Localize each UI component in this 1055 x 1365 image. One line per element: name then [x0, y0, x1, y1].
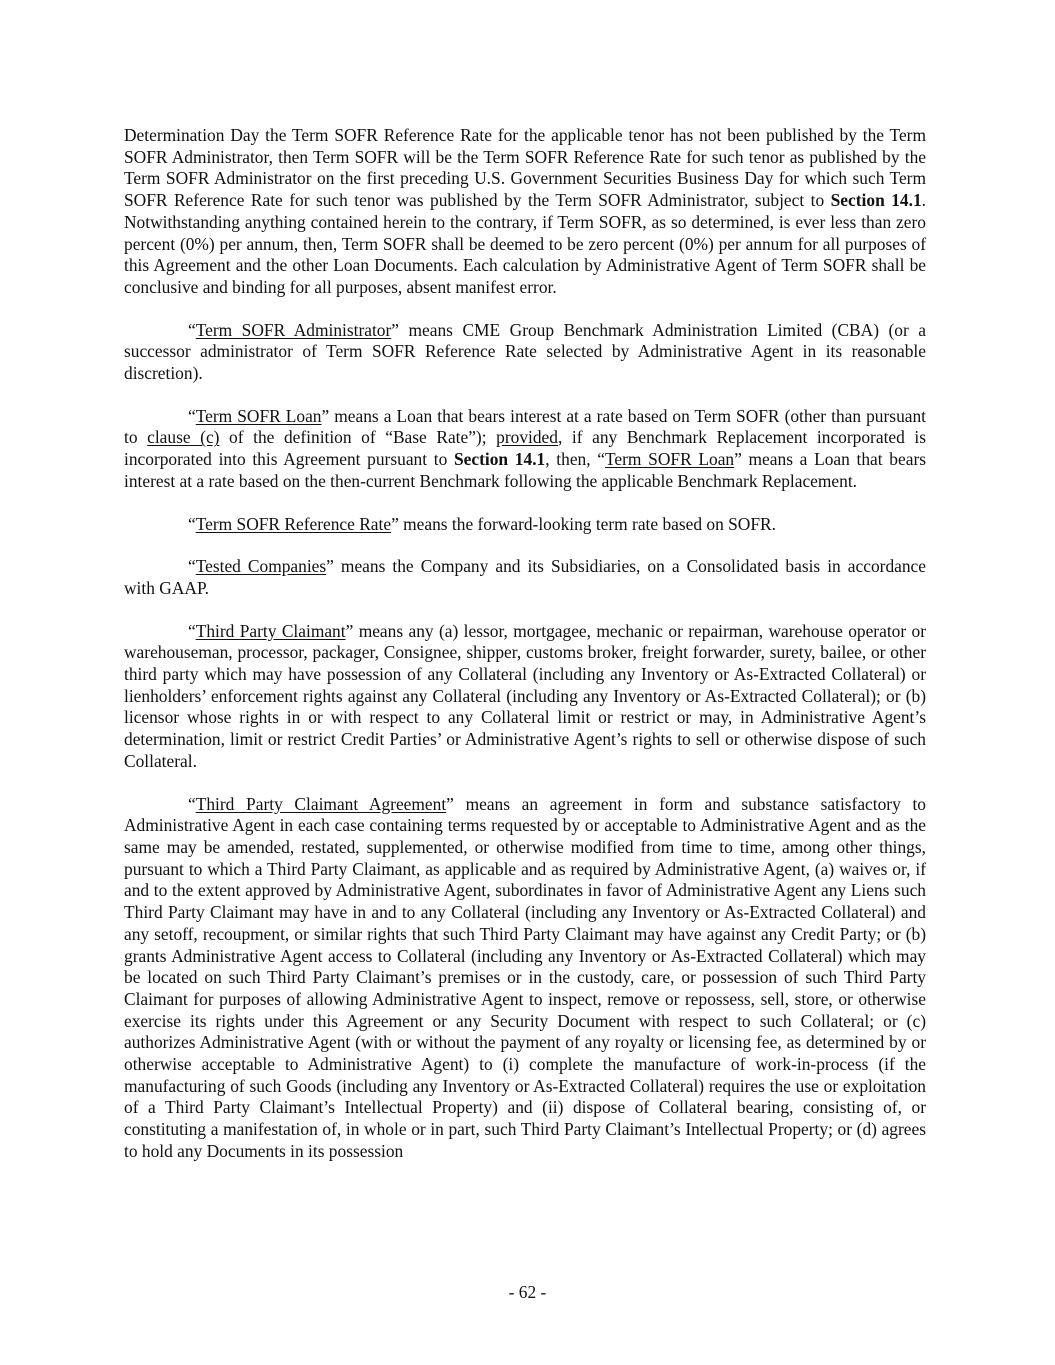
definition-term-sofr-loan: “Term SOFR Loan” means a Loan that bears interest at a rate based on Term SOFR (other than pursuant to clause (c) of the definition of “Base Rate”); provided, if any Benchmark Replacement incorporated is incorporated into this Agreement pursuant to Section 14.1, then, “Term SOFR Loan” means a Loan that bears interest at a rate based on the then-current Benchmark following the applicable Benchmark Replacement. — [124, 405, 927, 491]
defined-term: Third Party Claimant — [195, 620, 346, 641]
definition-term-sofr-reference-rate: “Term SOFR Reference Rate” means the forward-looking term rate based on SOFR. — [188, 513, 776, 534]
definition-text: ” means CME Group Benchmark Administration Limited (CBA) (or a successor administrator of Term SOFR Reference Rate selected by Administrative Agent in its reasonable discretion). — [124, 319, 926, 384]
provided-term: provided — [496, 427, 558, 448]
definition-text: ” means the forward-looking term rate based on SOFR. — [391, 513, 776, 534]
clause-reference: clause (c) — [147, 427, 220, 448]
defined-term: Term SOFR Reference Rate — [195, 513, 392, 534]
definition-text: ” means the Company and its Subsidiaries, on a Consolidated basis in accordance with GAAP. — [124, 556, 926, 598]
document-page — [124, 125, 926, 1184]
defined-term: Term SOFR Loan — [605, 449, 735, 470]
definition-third-party-claimant: “Third Party Claimant” means any (a) lessor, mortgagee, mechanic or repairman, warehouse operator or warehouseman, processor, packager, Consignee, shipper, customs broker, freight forwarder, surety, bailee, or other third party which may have possession of any Collateral (including any Inventory or As-Extracted Collateral) or lienholders’ enforcement rights against any Collateral (including any Inventory or As-Extracted Collateral); or (b) licensor whose rights in or with respect to any Collateral limit or restrict or may, in Administrative Agent’s determination, limit or restrict Credit Parties’ or Administrative Agent’s rights to sell or otherwise dispose of such Collateral. — [124, 620, 927, 771]
paragraph-term-sofr-continuation — [124, 125, 926, 299]
definition-text: ” means any (a) lessor, mortgagee, mechanic or repairman, warehouse operator or warehouseman, processor, packager, Consignee, shipper, customs broker, freight forwarder, surety, bailee, or other third party which may have possession of any Collateral (including any Inventory or As-Extracted Collateral) or lienholders’ enforcement rights against any Collateral (including any Inventory or As-Extracted Collateral); or (b) licensor whose rights in or with respect to any Collateral limit or restrict or may, in Administrative Agent’s determination, limit or restrict Credit Parties’ or Administrative Agent’s rights to sell or otherwise dispose of such Collateral. — [124, 620, 927, 771]
definition-tested-companies: “Tested Companies” means the Company and its Subsidiaries, on a Consolidated basis in accordance with GAAP. — [124, 556, 926, 598]
text-run: Determination Day the Term SOFR Reference Rate for the applicable tenor has not been published by the Term SOFR Administrator, then Term SOFR will be the Term SOFR Reference Rate for such tenor as published by the Term SOFR Administrator on the first preceding U.S. Government Securities Business Day for which such Term SOFR Reference Rate for such tenor was published by the Term SOFR Administrator, subject to — [124, 125, 926, 211]
definition-third-party-claimant-agreement: “Third Party Claimant Agreement” means an agreement in form and substance satisfactory to Administrative Agent in each case containing terms requested by or acceptable to Administrative Agent and as the same may be amended, restated, supplemented, or otherwise modified from time to time, among other things, pursuant to which a Third Party Claimant, as applicable and as required by Administrative Agent, (a) waives or, if and to the extent approved by Administrative Agent, subordinates in favor of Administrative Agent any Liens such Third Party Claimant may have in and to any Collateral (including any Inventory or As-Extracted Collateral) and any setoff, recoupment, or similar rights that such Third Party Claimant may have against any Credit Party; or (b) grants Administrative Agent access to Collateral (including any Inventory or As-Extracted Collateral) which may be located on such Third Party Claimant’s premises or in the custody, care, or possession of such Third Party Claimant for purposes of allowing Administrative Agent to inspect, remove or repossess, sell, store, or otherwise exercise its rights under this Agreement or any Security Document with respect to such Collateral; or (c) authorizes Administrative Agent (with or without the payment of any royalty or licensing fee, as determined by or otherwise acceptable to Administrative Agent) to (i) complete the manufacture of work-in-process (if the manufacturing of such Goods (including any Inventory or As-Extracted Collateral) requires the use or exploitation of a Third Party Claimant’s Intellectual Property) and (ii) dispose of Collateral bearing, consisting of, or constituting a manifestation of, in whole or in part, such Third Party Claimant’s Intellectual Property; or (d) agrees to hold any Documents in its possession — [124, 793, 926, 1161]
text-run: . Notwithstanding anything contained herein to the contrary, if Term SOFR, as so determined, is ever less than zero percent (0%) per annum, then, Term SOFR shall be deemed to be zero percent (0%) per annum for all purposes of this Agreement and the other Loan Documents. Each calculation by Administrative Agent of Term SOFR shall be conclusive and binding for all purposes, absent manifest error. — [124, 190, 926, 297]
page-number: - 62 - — [508, 1282, 547, 1302]
defined-term: Third Party Claimant Agreement — [195, 793, 447, 814]
defined-term: Term SOFR Administrator — [195, 319, 392, 340]
section-reference: Section 14.1 — [830, 190, 922, 211]
section-reference: Section 14.1 — [454, 449, 546, 470]
definition-term-sofr-administrator: “Term SOFR Administrator” means CME Group Benchmark Administration Limited (CBA) (or a successor administrator of Term SOFR Reference Rate selected by Administrative Agent in its reasonable discretion). — [124, 319, 926, 384]
definition-text: ” means an agreement in form and substance satisfactory to Administrative Agent in each case containing terms requested by or acceptable to Administrative Agent and as the same may be amended, restated, supplemented, or otherwise modified from time to time, among other things, pursuant to which a Third Party Claimant, as applicable and as required by Administrative Agent, (a) waives or, if and to the extent approved by Administrative Agent, subordinates in favor of Administrative Agent any Liens such Third Party Claimant may have in and to any Collateral (including any Inventory or As-Extracted Collateral) and any setoff, recoupment, or similar rights that such Third Party Claimant may have against any Credit Party; or (b) grants Administrative Agent access to Collateral (including any Inventory or As-Extracted Collateral) which may be located on such Third Party Claimant’s premises or in the custody, care, or possession of such Third Party Claimant for purposes of allowing Administrative Agent to inspect, remove or repossess, sell, store, or otherwise exercise its rights under this Agreement or any Security Document with respect to such Collateral; or (c) authorizes Administrative Agent (with or without the payment of any royalty or licensing fee, as determined by or otherwise acceptable to Administrative Agent) to (i) complete the manufacture of work-in-process (if the manufacturing of such Goods (including any Inventory or As-Extracted Collateral) requires the use or exploitation of a Third Party Claimant’s Intellectual Property) and (ii) dispose of Collateral bearing, consisting of, or constituting a manifestation of, in whole or in part, such Third Party Claimant’s Intellectual Property; or (d) agrees to hold any Documents in its possession — [124, 793, 926, 1161]
defined-term: Tested Companies — [195, 556, 327, 577]
defined-term: Term SOFR Loan — [195, 405, 322, 426]
